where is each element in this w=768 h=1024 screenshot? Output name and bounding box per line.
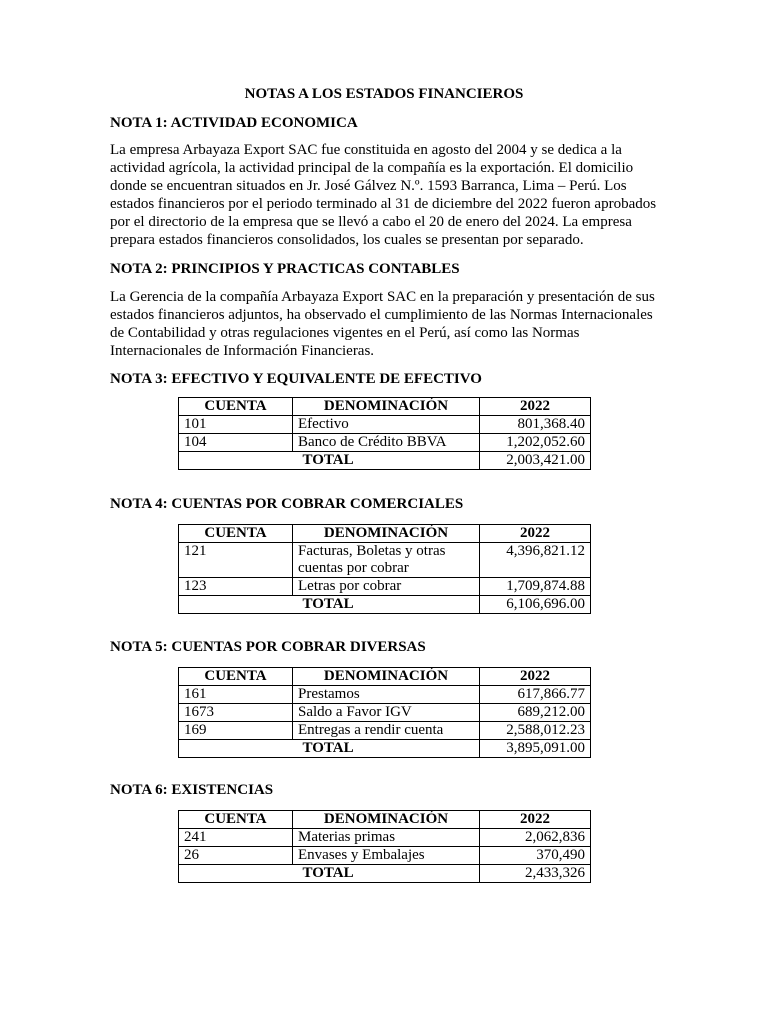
- denominacion-cell: Saldo a Favor IGV: [293, 704, 480, 722]
- nota4-heading: NOTA 4: CUENTAS POR COBRAR COMERCIALES: [110, 496, 464, 512]
- denominacion-cell: Envases y Embalajes: [293, 847, 480, 865]
- cuenta-cell: 161: [179, 686, 293, 704]
- nota6-heading: NOTA 6: EXISTENCIAS: [110, 782, 274, 798]
- empty-cell: [179, 865, 293, 883]
- column-header-year: 2022: [480, 668, 591, 686]
- denominacion-cell: Prestamos: [293, 686, 480, 704]
- table-header-row: [179, 525, 591, 543]
- column-header-denominacion: DENOMINACIÓN: [293, 398, 480, 416]
- table-row: [179, 847, 591, 865]
- nota5-table: [178, 667, 591, 758]
- empty-cell: [179, 740, 293, 758]
- denominacion-cell: Entregas a rendir cuenta: [293, 722, 480, 740]
- cuenta-cell: 169: [179, 722, 293, 740]
- table-total-row: [179, 865, 591, 883]
- table-row: [179, 704, 591, 722]
- nota3-heading: NOTA 3: EFECTIVO Y EQUIVALENTE DE EFECTIVO: [110, 371, 482, 387]
- total-label: TOTAL: [293, 452, 480, 470]
- column-header-year: 2022: [480, 398, 591, 416]
- denominacion-cell: Efectivo: [293, 416, 480, 434]
- nota6-table: [178, 810, 591, 883]
- valor-cell: 801,368.40: [480, 416, 591, 434]
- table-row: [179, 416, 591, 434]
- nota2-paragraph: La Gerencia de la compañía Arbayaza Export SAC en la preparación y presentación de sus estados financieros adjuntos, ha observado el cumplimiento de las Normas Internacionales de Contabilidad y otras regulaciones vigentes en el Perú, así como las Normas Internacionales de Información Financieras.: [110, 289, 655, 359]
- total-value: 2,003,421.00: [480, 452, 591, 470]
- table-header-row: [179, 668, 591, 686]
- column-header-cuenta: CUENTA: [179, 398, 293, 416]
- table-row: [179, 434, 591, 452]
- denominacion-cell: Facturas, Boletas y otras cuentas por cobrar: [293, 543, 480, 578]
- empty-cell: [179, 596, 293, 614]
- total-value: 6,106,696.00: [480, 596, 591, 614]
- nota4-table: [178, 524, 591, 614]
- column-header-cuenta: CUENTA: [179, 525, 293, 543]
- total-label: TOTAL: [293, 740, 480, 758]
- table-header-row: [179, 398, 591, 416]
- valor-cell: 1,202,052.60: [480, 434, 591, 452]
- valor-cell: 617,866.77: [480, 686, 591, 704]
- total-value: 3,895,091.00: [480, 740, 591, 758]
- cuenta-cell: 101: [179, 416, 293, 434]
- column-header-denominacion: DENOMINACIÓN: [293, 811, 480, 829]
- column-header-denominacion: DENOMINACIÓN: [293, 668, 480, 686]
- cuenta-cell: 26: [179, 847, 293, 865]
- table-row: [179, 578, 591, 596]
- cuenta-cell: 241: [179, 829, 293, 847]
- valor-cell: 1,709,874.88: [480, 578, 591, 596]
- total-label: TOTAL: [293, 596, 480, 614]
- nota1-heading: NOTA 1: ACTIVIDAD ECONOMICA: [110, 115, 358, 131]
- nota3-table: [178, 397, 591, 470]
- cuenta-cell: 1673: [179, 704, 293, 722]
- table-row: [179, 722, 591, 740]
- total-value: 2,433,326: [480, 865, 591, 883]
- total-label: TOTAL: [293, 865, 480, 883]
- cuenta-cell: 121: [179, 543, 293, 578]
- nota1-paragraph: La empresa Arbayaza Export SAC fue constituida en agosto del 2004 y se dedica a la actividad agrícola, la actividad principal de la compañía es la exportación. El domicilio donde se encuentran situados en Jr. José Gálvez N.º. 1593 Barranca, Lima – Perú. Los estados financieros por el periodo terminado al 31 de diciembre del 2022 fueron aprobados por el directorio de la empresa que se llevó a cabo el 20 de enero del 2024. La empresa prepara estados financieros consolidados, los cuales se presentan por separado.: [110, 142, 657, 248]
- valor-cell: 2,588,012.23: [480, 722, 591, 740]
- cuenta-cell: 123: [179, 578, 293, 596]
- table-row: [179, 829, 591, 847]
- denominacion-cell: Letras por cobrar: [293, 578, 480, 596]
- table-row: [179, 686, 591, 704]
- valor-cell: 2,062,836: [480, 829, 591, 847]
- table-row: [179, 543, 591, 578]
- denominacion-cell: Banco de Crédito BBVA: [293, 434, 480, 452]
- cuenta-cell: 104: [179, 434, 293, 452]
- table-total-row: [179, 596, 591, 614]
- page-title: NOTAS A LOS ESTADOS FINANCIEROS: [244, 86, 524, 102]
- column-header-cuenta: CUENTA: [179, 668, 293, 686]
- column-header-year: 2022: [480, 525, 591, 543]
- nota5-heading: NOTA 5: CUENTAS POR COBRAR DIVERSAS: [110, 639, 426, 655]
- denominacion-cell: Materias primas: [293, 829, 480, 847]
- table-total-row: [179, 452, 591, 470]
- nota2-heading: NOTA 2: PRINCIPIOS Y PRACTICAS CONTABLES: [110, 261, 460, 277]
- table-total-row: [179, 740, 591, 758]
- valor-cell: 4,396,821.12: [480, 543, 591, 578]
- valor-cell: 689,212.00: [480, 704, 591, 722]
- column-header-denominacion: DENOMINACIÓN: [293, 525, 480, 543]
- column-header-year: 2022: [480, 811, 591, 829]
- valor-cell: 370,490: [480, 847, 591, 865]
- empty-cell: [179, 452, 293, 470]
- column-header-cuenta: CUENTA: [179, 811, 293, 829]
- table-header-row: [179, 811, 591, 829]
